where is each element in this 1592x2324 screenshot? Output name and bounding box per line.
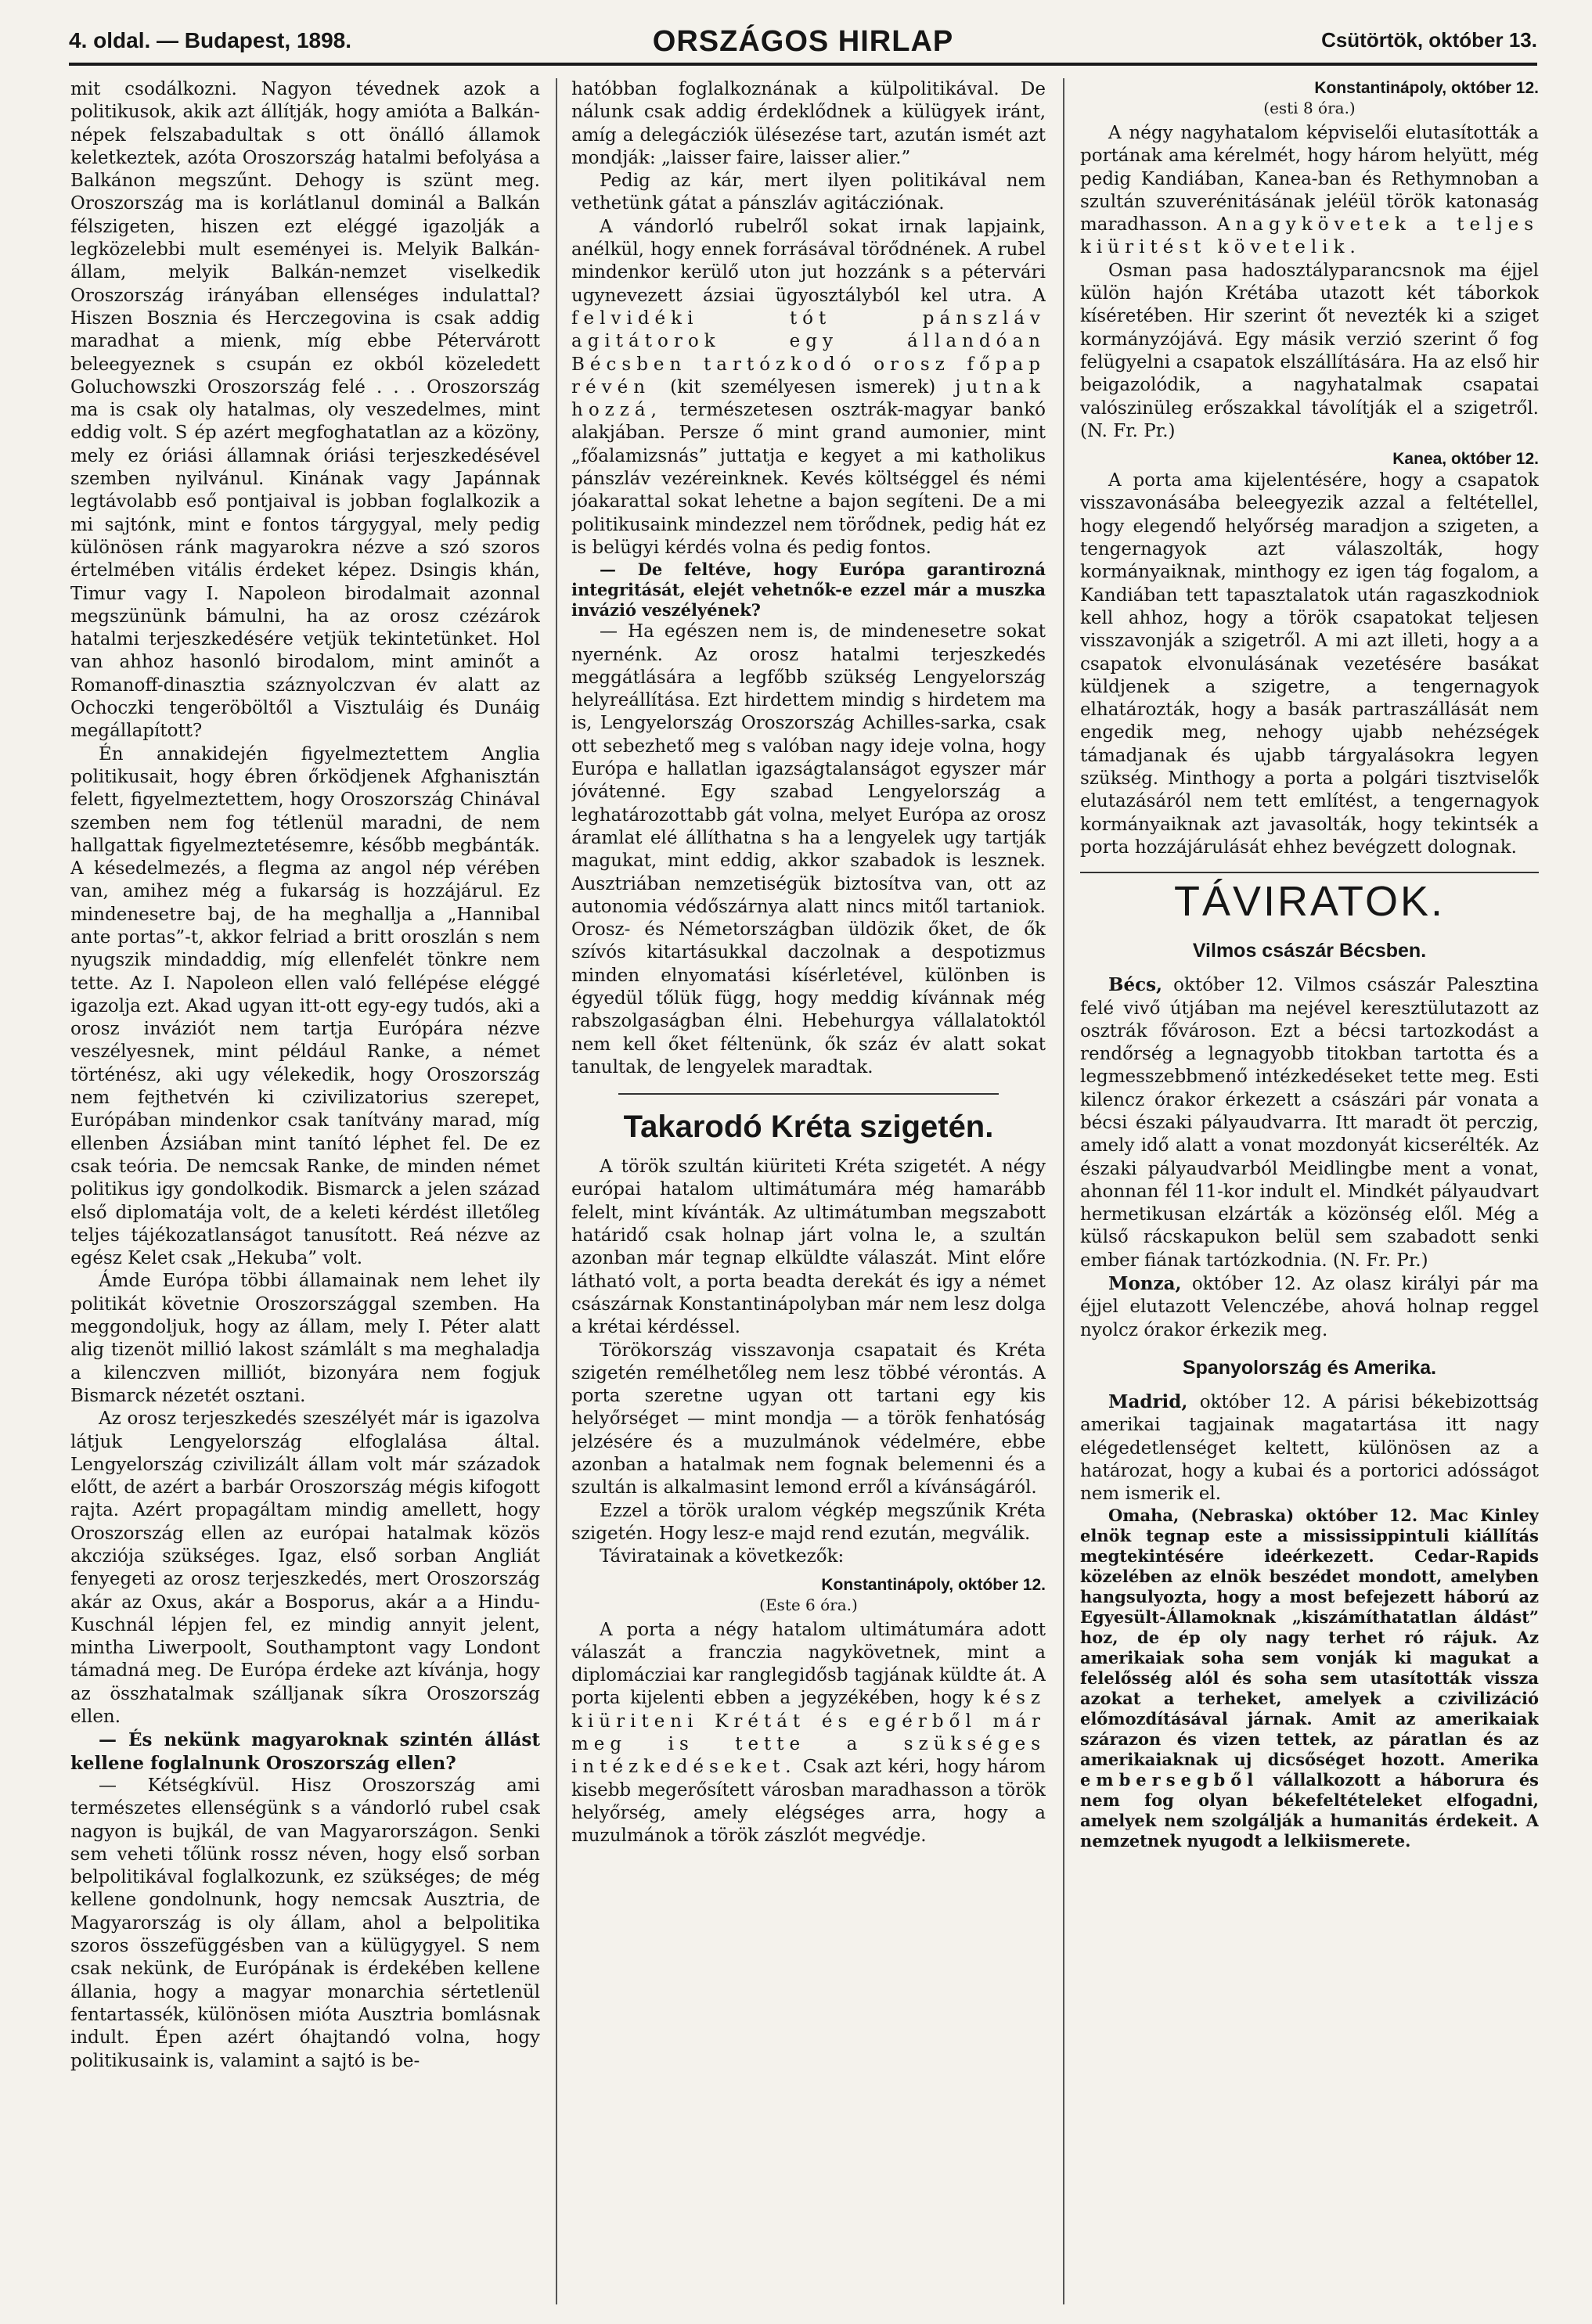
spaced-text: embersegből [1080,1770,1259,1790]
place-name: Bécs, [1108,974,1163,996]
paper-title: ORSZÁGOS HIRLAP [652,25,954,58]
text-run: A négy nagyhatalom képviselői elutasították a portának ama kérelmét, hogy három helyütt, még pedig Kandiában, Kanea-ban és Rethymnoban a szultán szuverénitásának jeléül török katonaság maradhasson. [1080,123,1539,236]
paragraph: Táviratainak a következők: [600,1546,845,1567]
text-run: (Nebraska) október 12. Mac Kinley elnök tegnap este a mississippintuli kiállítás megtekintésére ideérkezett. Cedar-Rapids közelében az elnök beszédet mondott, amelyben hangsulyozta, hogy a most befejezett háború az Egyesült-Államoknak „kiszámíthatatlan áldást” hoz, de ép oly nagy terhet ró rájuk. Az amerikaiak soha sem vonják ki magukat a felelősség alól és soha sem utasították vissza azokat a terheket, amelyek a czivilizáció előmozdításával járnak. Amit az amerikaiak szárazon és vizen tettek, az páratlan és az amerikaiaknak uj dicsőséget hozott. Amerika [1080,1506,1539,1770]
place-name: Madrid, [1108,1390,1188,1412]
interview-question: — De feltéve, hogy Európa garantirozná integritását, elejét vehetnők-e ezzel már a muszka invázió veszélyének? [571,559,1046,621]
text-run: A porta a négy hatalom ultimátumára adott válaszát a franczia nagykövetnek, mint a diplomácziai kar ranglegidősb tagjának küldte át. A porta kijelenti ebben a jegyzékében, hogy [571,1619,1046,1709]
paragraph: Ezzel a török uralom végkép megszűnik Kréta szigetén. Hogy lesz-e majd rend ezután, megválik. [571,1500,1046,1544]
paragraph: Az orosz terjeszkedés szeszélyét már is igazolva látjuk Lengyelország elfoglalása által. Lengyelország czivilizált állam volt már századok előtt, de azért a barbár Oroszország mégis kifogott rajta. Azért propagáltam mindig amellett, hogy Oroszország ellen az európai hatalmak közös akcziója szükséges. Igaz, első sorban Angliát fenyegeti az orosz terjeszkedés, mert Oroszország akár az Oxus, akár a Bosporus, akár a a Hindu-Kuschnál lépjen fel, ez mindig annyit jelent, mintha Liwerpoolt, Southamptont vagy Londont támadná meg. De Európa érdeke azt kívánja, hogy az összhatalmak szálljanak síkra Oroszország ellen. [70,1408,540,1728]
paragraph: Ámde Európa többi államainak nem lehet ily politikát követnie Oroszországgal szemben. Ha meggondoljuk, hogy az állam, mely I. Péter alatt alig tizenöt millió lakost számlált s ma meghaladja a kilenczven milliót, bizonyára nem fogjuk Bismarck nézetét osztani. [70,1271,540,1406]
column-rule [1063,78,1064,2304]
paragraph: A török szultán kiüriteti Kréta szigetét. A négy európai hatalom ultimátumára még hamarább felelt, mint kívánták. Az ultimátumban megszabott határidő csak holnap járt volna le, a szultán azonban már tegnap elküldte válaszát. Mint előre látható volt, a porta beadta derekát és igy a német császárnak Konstantinápolyban már nem lesz dolga a krétai kérdéssel. [571,1157,1046,1338]
paragraph [1080,122,1539,260]
page-info: 4. oldal. — Budapest, 1898. [69,28,352,52]
place-name: Monza, [1108,1273,1182,1295]
paragraph [1080,1272,1539,1342]
paragraph: Pedig az kár, mert ilyen politikával nem vethetünk gátat a pánszláv agitácziónak. [571,171,1046,214]
paragraph [1080,1506,1539,1851]
subsection-title: Vilmos császár Bécsben. [1192,940,1427,962]
paragraph: mit csodálkozni. Nagyon tévednek azok a politikusok, akik azt állítják, hogy amióta a Balkán-népek felszabadultak s ott önálló államok keletkeztek, azóta Oroszország hatalmi befolyása a Balkánon megszűnt. Dehogy is szünt meg. Oroszország ma is korlátlanul dominál a Balkán félszigeten, hiszen ezt eléggé igazolják a legközelebbi mult eseményei is. Melyik Balkán-állam, melyik Balkán-nemzet viselkedik Oroszország irányában ellenséges indulattal? Hiszen Bosznia és Herczegovina is csak addig maradhat a mienk, míg ebbe Pétervárott beleegyeznek s csupán ez okból közeledett Goluchowszki Oroszország felé . . . Oroszország ma is csak oly hatalmas, oly veszedelmes, mint eddig volt. S ép azért megfoghatatlan az a közöny, mely ez óriási államnak óriási terjeszkedésével szemben nyilvánul. Kinának vagy Japánnak legtávolabb eső pontjaival is jobban foglalkozik a mi sajtónk, mint e fontos tárgygyal, mely pedig különösen ránk magyarokra nézve a szó szoros értelmében vitális érdeket képez. Dsingis khán, Timur vagy I. Napoleon birodalmait azonnal megszününk bámulni, ha az orosz czézárok hatalmi terjeszkedésére vetjük tekintetünket. Hol van ahhoz hasonló birodalom, mint aminőt a Romanoff-dinasztia száznyolczvan év alatt az Ochoczki tengeröböltől a Visztuláig és Dunáig megállapított? [70,79,540,742]
text-run: október 12. Az olasz királyi pár ma éjjel elutazott Velenczébe, ahová holnap reggel nyolcz órakor érkezik meg. [1080,1274,1539,1340]
spaced-text: felvidéki tót pánszláv agitátorok egy állandóan Bécsben tartózkodó orosz főpap révén [571,308,1046,398]
interview-question: — És nekünk magyaroknak szintén állást kellene foglalnunk Oroszország ellen? [70,1729,540,1774]
paragraph: hatóbban foglalkoznának a külpolitikával. De nálunk csak addig érdeklődnek a külügyek iránt, amíg a delegácziók ülésezése tart, azután ismét azt mondják: „laisser faire, laisser alier.” [571,79,1046,168]
page-header [69,25,1537,66]
place-name: Omaha, [1108,1506,1180,1526]
text-run: természetesen osztrák-magyar bankó alakjában. Persze ő mint grand aumonier, mint „főalamizsnás” juttatja e kegyet a mi katholikus pánszláv vezéreinknek. Kevés költséggel és némi jóakarattal sokat lehetne a bajon segíteni. De a mi politikusaink mindezzel nem törődnek, pedig hát ez is belügyi kérdés volna és pedig fontos. [571,400,1046,558]
section-title: Takarodó Kréta szigetén. [623,1110,994,1145]
issue-date: Csütörtök, október 13. [1321,28,1537,52]
column-rule [556,78,557,2304]
paragraph [1080,973,1539,1272]
paragraph [1080,1390,1539,1506]
text-run: október 12. A párisi békebizottság amerikai tagjainak magatartása itt nagy elégedetlenséget keltett, különösen az a határozat, hogy a kubai és a portorici adósságot nem ismerik el. [1080,1391,1539,1505]
spaced-text: Anagykövetek a teljes kiüritést követelik. [1080,214,1539,258]
text-run: október 12. Vilmos császár Palesztina felé vivő útjában ma nejével keresztülutazott az osztrák fővároson. Ezt a bécsi tartozkodást a rendőrség a legnagyobb titokban tartotta és a legmesszebbmenő intézkedéseket tette meg. Esti kilencz órakor érkezett a császári pár vonata a bécsi északi pályaudvarra. Itt maradt öt perczig, amely idő alatt a vonat mozdonyát kicserélték. Az északi pályaudvarból Meidlingbe ment a vonat, ahonnan fél 11-kor indult el. Mindkét pályaudvart hermetikusan elzárták a közönség elől. Még a külső rácskapukon belül sem szabadott senki ember fiának tartózkodnia. (N. Fr. Pr.) [1080,975,1539,1271]
spaced-text: kész kiüriteni Krétát és egérből már meg is tette a szükséges intézkedéseket. [571,1688,1046,1778]
dateline-time: (esti 8 óra.) [1263,99,1356,117]
dateline: Konstantinápoly, október 12. [1314,79,1539,97]
spaced-text: jutnak hozzá, [571,376,1046,421]
text-run: (kit személyesen ismerek) [670,376,936,398]
column-2 [571,78,1046,2304]
paragraph: Osman pasa hadosztályparancsnok ma éjjel külön hajón Krétába utazott két táborkok kíséretében. Hir szerint őt nevezték ki a sziget kormányzójává. Egy másik verzió szerint ő fog felügyelni a csapatok elszállítására. Ha az első hir beigazolódik, a nagyhatalmak csapatai valószinüleg erőszakkal távolítják el a szigetről. (N. Fr. Pr.) [1080,260,1539,441]
dateline: Konstantinápoly, október 12. [821,1575,1046,1594]
paragraph: — Kétségkívül. Hisz Oroszország ami természetes ellenségünk s a vándorló rubel csak nagyon is bujkál, de van Magyarországon. Senki sem veheti tőlünk rossz néven, hogy első sorban belpolitikával foglalkozunk, ez szükséges; de még kellene gondolnunk, hogy nemcsak Ausztria, de Magyarország is oly állam, ahol a belpolitika szoros összefüggésben van a külügygyel. S nem csak nekünk, de Európának is érdekében kellene állania, hogy a magyar monarchia sértetlenül fentartassék, különösen mióta Ausztria bomlásnak indult. Épen azért óhajtandó volna, hogy politikusaink is, valamint a sajtó is be- [70,1775,540,2071]
paragraph: Én annakidején figyelmeztettem Anglia politikusait, hogy ébren őrködjenek Afghanisztán felett, figyelmeztettem, hogy Oroszország Chinával szemben nem fog tétlenül maradni, de nem hallgattak figyelmeztetésemre, később megbánták. A késedelmezés, a flegma az angol nép vérében van, amihez még a fukarság is hozzájárul. Ez mindenesetre baj, de ha meghallja a „Hannibal ante portas”-t, akkor felriad a britt oroszlán s nem nyugszik mindaddig, míg ellenfelét tönkre nem tette. Az I. Napoleon ellen való fellépése eléggé igazolja ezt. Akad ugyan itt-ott egy-egy tudós, aki a orosz inváziót nem tartja Európára nézve veszélyesnek, mint például Ranke, a német történész, aki ugy vélekedik, hogy Oroszország nem fejthetvén ki czivilizatorius szerepet, Európában mindenkor csak tanítvány marad, míg ellenben Ázsiában mint tanító léphet fel. De ez csak teória. De nemcsak Ranke, de minden német politikus igy gondolkodik. Bismarck a jelen század első diplomatája volt, de a keleti kérdést illetőleg teljes tájékozatlanságot tanusított. Reá nézve az egész Kelet csak „Hekuba” volt. [70,743,540,1269]
column-3 [1080,78,1539,2304]
paragraph: — Ha egészen nem is, de mindenesetre sokat nyernénk. Az orosz hatalmi terjeszkedés meggátlására a legfőbb szükség Lengyelország helyreállítása. Ezt hirdettem mindig s hirdetem ma is, Lengyelország Oroszország Achilles-sarka, csak ott sebezhető meg s valóban nagy ideje volna, hogy Európa e hallatlan igazságtalanságot egyszer már jóvátenné. Egy szabad Lengyelország a leghatározottabb gát volna, melyet Európa az orosz áramlat elé állíthatna s ha a lengyelek ugy tartják magukat, mint eddig, akkor szabadok is lesznek. Ausztriában nemzetiségük biztosítva van, ott az autonomia védőszárnya alatt nincs mitől tartaniok. Orosz- és Németországban üldözik őket, de ők szívós kitartásukkal daczolnak a despotizmus minden elnyomatási kísérletével, különben is égyedül tőlük függ, hogy meddig kívánnak még rabszolgaságban élni. Hebehurgya vállalatoktól nem kell őket féltenünk, ők száz év alatt sokat tanultak, de lengyelek maradtak. [571,621,1046,1077]
text-run: A vándorló rubelről sokat irnak lapjaink, anélkül, hogy ennek forrásával törődnének. A rubel mindenkor kerülő uton jut hozzánk s a pétervári ugynevezett ázsiai ügyosztályból kel utra. A [571,216,1046,306]
paragraph: A porta ama kijelentésére, hogy a csapatok visszavonásába beleegyezik azzal a feltétellel, hogy elegendő helyőrség maradjon a szigeten, a tengernagyok azt válaszolták, hogy kormányaiknak, minthogy ez igen tág fogalom, a Kandiában tett tapasztalatok után ragaszkodniok kell ahhoz, hogy a török csapatokat teljesen visszavonják a szigetről. A mi azt illeti, hogy a a csapatok elvonulásának vezetésére basákat küldjenek a szigetre, a tengernagyok elhatározták, hogy a basák partraszállását nem engedik meg, nehogy ujabb nehézségek támadjanak és ujabb tárgyalásokra legyen szükség. Minthogy a porta a polgári tisztviselők elutazásáról nem tett említést, a tengernagyok kormányaiknak azt javasolták, hogy tekintsék a porta hozzájárulását ehhez bevégzett dolognak. [1080,470,1539,858]
text-run: vállalkozott a háborura és nem fog olyan békefeltételeket elfogadni, amelyek nem szolgálják a humanitás érdekeit. A nemzetnek nyugodt a lelkiismerete. [1080,1770,1539,1851]
section-divider [618,1093,999,1095]
dateline-time: (Este 6 óra.) [759,1595,858,1614]
section-title: TÁVIRATOK. [1173,878,1446,926]
paragraph: Törökország visszavonja csapatait és Kréta szigetén remélhetőleg nem lesz többé vérontás. A porta szeretne ugyan ott tartani egy kis helyőrséget — mint mondja — a török fenhatóság jelzésére és a muzulmánok védelmére, ebbe azonban a hatalmak nem fognak belemenni és a szultán is alkalmasint lemond erről a kívánságáról. [571,1340,1046,1498]
paragraph [571,216,1046,559]
section-divider [1080,872,1539,873]
dateline: Kanea, október 12. [1392,450,1539,469]
subsection-title: Spanyolország és Amerika. [1182,1356,1437,1379]
text-run: Csak azt kéri, hogy három kisebb megerősített városban maradhasson a török helyőrség, amely elégséges arra, hogy a muzulmánok a török zászlót megvédje. [571,1757,1046,1847]
column-1 [70,78,540,2304]
paragraph [571,1619,1046,1848]
